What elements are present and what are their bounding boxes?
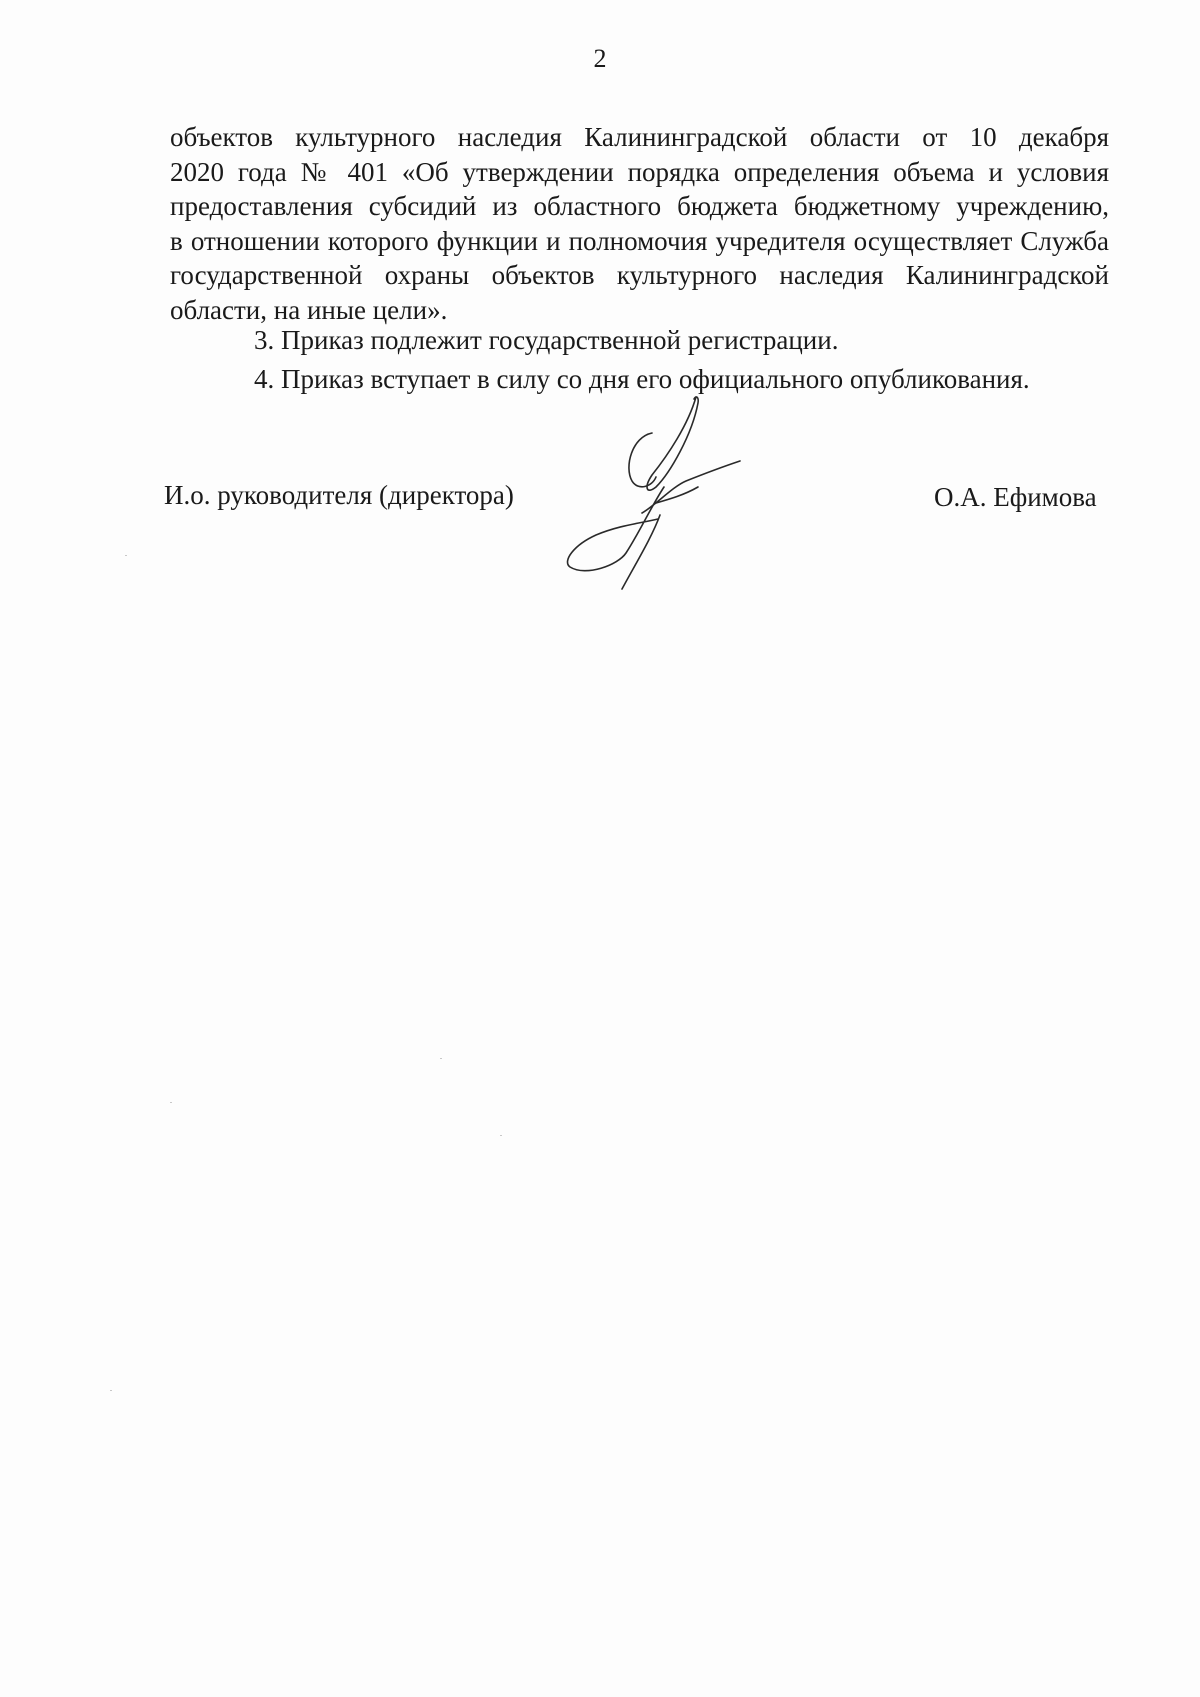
signatory-name: О.А. Ефимова — [934, 482, 1097, 512]
page-number: 2 — [593, 44, 607, 73]
paragraph-line: государственной охраны объектов культурного наследия Калининградской — [170, 260, 1109, 291]
paragraph-line: 2020 года № 401 «Об утверждении порядка определения объема и условия — [170, 156, 1109, 187]
scan-speck — [500, 1135, 502, 1136]
scan-speck — [170, 1102, 172, 1103]
scan-speck — [440, 1058, 442, 1059]
paragraph-line: объектов культурного наследия Калининградской области от 10 декабря — [170, 122, 1109, 152]
scan-speck — [110, 1390, 112, 1391]
item-3-registration: 3. Приказ подлежит государственной регистрации. — [254, 325, 839, 355]
paragraph-line: в отношении которого функции и полномочия учредителя осуществляет Служба — [170, 225, 1109, 256]
handwritten-signature-icon — [560, 395, 760, 595]
paragraph-continuation — [170, 120, 1109, 328]
paragraph-line: предоставления субсидий из областного бюджета бюджетному учреждению, — [170, 191, 1109, 222]
signatory-title: И.о. руководителя (директора) — [164, 480, 514, 510]
scan-speck — [125, 555, 127, 556]
item-4-effective-date: 4. Приказ вступает в силу со дня его официального опубликования. — [254, 364, 1030, 394]
paragraph-line: области, на иные цели». — [170, 294, 448, 325]
